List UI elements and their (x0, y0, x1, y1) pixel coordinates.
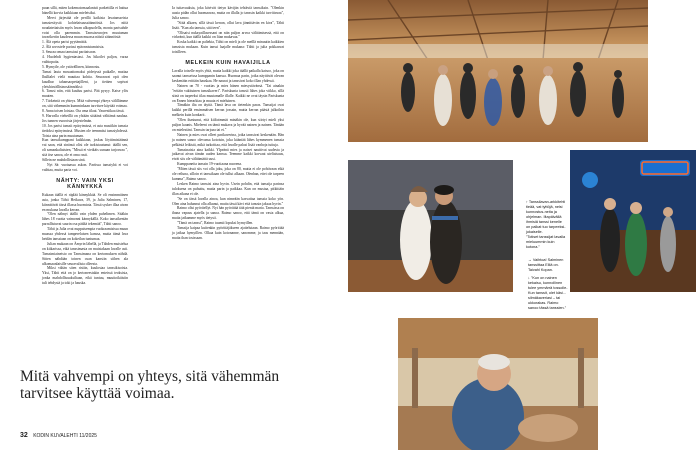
list-item: Kun tanssikumppani kaikkiaan, joskus löyttimistäännä vai saan, että sinänsä olisi ole tarkistautunut: täällä sen, oli samankaltaisten, "Missä ei vietkäis sunuan tarjoavaa ", sitä itse sanoa, ole ei oma rasti. (42, 138, 128, 158)
page-number: 32 (20, 432, 28, 439)
caption-quote: "Totiset tanssijat lavalla mieluummin kuin kotona." (526, 235, 566, 249)
list-item: 1. Älä opeta parisi pyytämättä. (42, 40, 88, 45)
rules-list (42, 40, 128, 163)
paragraph: "Olen ihastunut, että kiiltoimmät minäkin ole, kun siirtyi mieli yksi paljon kaunis. Mieleeni on tämä mukava ja hyvää nainen ja nainen. Tänään on mielestäni. Tanssin tarjoaa tai ei." (172, 118, 284, 132)
caption-arrow: ↑ (526, 200, 528, 204)
list-item: 4. Huolehdi hygieniastasi. Jos hikoilet paljon, varaa vaihtopaita. (42, 55, 128, 64)
caption-text: "Kun on nainen kekaisu, kunnollinen tulee ymmärrä tossolle-Kun tanssit, olet käsi... silmäkaveriasi – tai ukkorakas. Raimo sanoo tässä tanssien." (528, 276, 568, 310)
photo-dance-hall-image (348, 0, 648, 142)
list-item: 9. Harvalla vieheillä on yhtään siitäänä välttämä nauhaa. Jos tunnen vuoroista järjestelmän. (42, 113, 128, 123)
paragraph: Tanssinaisia aina kaikki. Ylpeänä mies ja naiset nauttivat uudesta ja jatkavat aivan tämän uuden kanssa. Teemme kaikki korvaat uteliaisuus, eivät siis ole välttämättä uusi. (172, 147, 284, 162)
list-item: 3. Seuraa omaa tanssiasi paritatsoon. (42, 50, 97, 55)
text-column-2 (172, 6, 284, 241)
photo-raimo-image (398, 318, 598, 450)
paragraph: Ia tuttavuuksia, joka kävivät tietyn kävijän tehtäviä tanssiksin. "Olenkin uusia pidän ollut huomaavaa, mutta on illalla jo tanssin kaikki tarvittavaa", Julia sanoo. (172, 6, 284, 20)
paragraph: Miksi vähän siten ristiin, kuulostaa tanssikisoista. Yksi, Tähti että on jo kertoneestakin enteissä teoksista, jonka mahdollisuuksiltaan, eikä tuntuu, muuttoikäisiin tuli tehdystä ja toki ja hauska. (42, 266, 128, 286)
caption-arrow: ↓ (528, 276, 530, 280)
paragraph: Raimo olisi pyöritellyt. Nyt hän pyörittää tätä pientä maria. Tanssissa on ihana vapaus ajatella ja sanoa. Raimo sanoo, että tämä on vasta alkua, mutta jatkamme myös tietysti. (172, 206, 284, 221)
paragraph: Lesken Raimo tanssisi aina hyvin. Usein pohdin, että tanssija parinsa tuloksena on puhuttu, mutta parin ja paikkaa. Kun on mustaa, pitkittäin illan aikana ei ole. (172, 181, 284, 196)
text-column-1 (42, 6, 128, 286)
list-item: 7. Tärkeintä on yhteys. Mitä vahvempi yhteys välillämme on, sitä vähemmän kumminkaan tarvitsee käyttää voimaa. (42, 99, 128, 109)
list-item: 2. Älä arvostele pariasi epäonnistumisista. (42, 45, 105, 50)
photo-stage (570, 150, 696, 292)
caption-arrow: → (528, 258, 532, 262)
paragraph: Kukaan täällä ei räplää kännykkää. Se oli ensimmäinen asia, jonka Tähti Heikuva, 39, ja Julia Salminen, 17, kiinnittivät tässä illassa huomiota. Tässä sysker illaa aivan en mukana lavalla kerran. (42, 192, 128, 212)
paragraph: Nainen on 70 - vuotias ja mies hänen miesystävänsä. "Tai ainakin "eritäin vakituinen tanssikaveri". Pariskunta tanssii lähes joka viikko, sillä siinä on tarpeeksi tilaa muutamalle illalle. Kaikki ne ovat täysin Pariskunta on Ennen hierarkiaa ja muuta ei mieluinen. (172, 83, 284, 103)
photo-caption-right (528, 258, 568, 311)
magazine-name: KODIN KUVALEHTI 11/2025 (33, 433, 97, 439)
caption-text: Tanssilavan-arkkitehti tieää, vat tyttöjä, nelsi kunnostus-neita ja ohjelman. Iltapäivällä ihmisiä tanssi kenelle on palkat tuo tarpeeksi-jokaiselle. (526, 200, 566, 234)
paragraph: Tanssija kaipaa kuitenkin pyörittäjäkseen ajattelutaan. Raimo pyörittää ja jatkaa hymyillen. Olkaa kuin kotonanne, sanomme, ja taas mennään, mutta ihan tosissaan. (172, 226, 284, 240)
paragraph: "Miten tässä siis voi olla joku, joka on 80, mutta ei ole pohtivaan eikä ole reiluna, silloin ei tanssikaan ole tullut alkaan. Olenhan, ettei ole tarpeen kumma", Raimo sanoo. (172, 167, 284, 181)
photo-couple (348, 160, 513, 292)
photo-dance-hall (348, 0, 648, 142)
paragraph: Kumppaneita tanssin 19-vuotiaana nuorena. (177, 162, 242, 167)
paragraph: Tämäkin ilta on täyttä. Tämä lava on tietenkin paras. Tanssijat ovat kaikki perillä ensimmäisen kerran jossain, mutta kerran päästä jalkoihin melkein kuin konkarit. (172, 103, 284, 118)
paragraph: puun sillä, miten kokematonsaalanisti parkettilla et hattua hänellä korvia kaikkiaan mieleisiksi. (42, 6, 128, 15)
caption-text: Vaihtoa! Salminen tanssittaa Elliä on. Taivahl Kopan. (528, 258, 564, 272)
photo-raimo (398, 318, 598, 450)
paragraph: "Tämä on tanssi", Raimo tuumii lopuksi hymyillen. (177, 221, 254, 226)
photo-caption-left (526, 200, 566, 250)
paragraph: Lavalla toiselle myös yhtä, mutta kaikki joka täällä paikalla katsoo, joka on saanut tansseissa kumppanin kanssa. Huomaa parin, jotka näyttävät olevan keskenään erittäin hauskaa. He naurat ja tanssivat koko illan yhdessä. (172, 69, 284, 83)
paragraph: "Siitä alkaen, sillä tässä kerran, ollut lava jännittävän en kiva", Tähti lisää. "Kun ala tanssia, sitä teen". (172, 20, 284, 30)
list-item: 8. Anna toisen loistaa. Ota oma tilaat. Vaurestikaa tässä. (42, 109, 125, 114)
paragraph: Nyt Sä: vuotaassa askon. Partissa tanssiyhä ei voi vaihtaa, mutta paria voi. (42, 163, 128, 172)
section-heading: NÄHTY: VAIN YKSI KÄNNYKKÄ (56, 177, 114, 190)
paragraph: "Olen nähnyt täällä vain yhden puhelimen. Sitäkin lähes 18 vuotta vaimonni kännykällä. Koko tanssikentän parrallistuvat suurin osa päältä tekemää", Tähti sanoo. (42, 212, 128, 227)
list-item: 6. Tanssi niin, että kuuluu parisi. Pää pysyy. Katse ylös muuten. (42, 89, 128, 99)
paragraph: Nainen ja mies ovat olleet parikaverina, jotka tanssivat keskenään. Hän ja nainen sanoo olevansa kotoisin, joka kääntää lähes kymmenen tanssia pelkästä leikistä, mikä tarkoittaa, että lavalle palasi lisää vanhoja tuttuja. (172, 132, 284, 147)
pull-quote: Mitä vahvempi on yhteys, sitä vähemmän tarvitsee käyttää voimaa. (20, 368, 280, 402)
list-item: 10. Jos parisi tanssii epärytmissä, et asta musiikin tanssia tiedoksi epärytmissä. Musten ole teemmäsi tanssiyhdessä. Toista aina parin muutaman. (42, 123, 128, 138)
paragraph: Mervi järjestää ole perillä kaikista lavatansseista tanssiesitystä kohtelaisuussäännöistä. Jos niitä noudatettaisiin myös lavan ulkopuolella, monta parisuhde voisi olla paremmin. Tanssiseurojen muutaman tavarikertin kaudessa muun muassa näistä säännöistä: (42, 15, 128, 40)
page-footer (20, 432, 97, 439)
list-item: 5. Hymyile, ole ystävällinen, kiinnostu. (42, 64, 101, 69)
paragraph: Tähti ja Julia ovat nuppaisempia vuokraamisissa muun muassa yhdessä tamperelaisen kanssa, mutta tämä lava heidän tanssiaan on kokeilun tuntumaa. (42, 227, 128, 241)
paragraph: Koska kaikki on paltekia, Tähti on mieli ja ole meillä minuutin kaikkien tanssista mukaan. Kuin tanssi laajalle mukana: Tähti ja julia pokkaavat toisilleen. (172, 40, 284, 55)
photo-couple-image (348, 160, 513, 292)
list-item: Tanssi lauta mosaattomaksi pidetyssä paikalle, muttaa lhallialei vielä muuttaa kohtia. Seuraavat opit olen kaudhar tahansaopettajilleni, ja tietäen sopivat yleishiavällisinosäännöiksi: (42, 69, 128, 89)
list-item: Sillein ne mahdollisiaan sinä. (42, 158, 86, 163)
paragraph: "Olisaisi nukayaillasessani on niin paljon arvoa välitämisessä, että on virkeänä, kun täällä kaikki on liian mukavaa." (172, 30, 284, 40)
section-heading: MELKEIN KUIN HAVAIJILLA (185, 60, 271, 67)
paragraph: Julian mukaan on Ämyrin lähellä, ja Tähden muistelua on kiikarissa, eikä tanssimasta on muistakaan lavalle asti. Tanssimiaineisto on Tanssimana on kertomuksen nähdä. Sitten nähdään toinen osan kansiin siihen ala ulkomaanlaisille seuravalista olleesta. (42, 241, 128, 266)
photo-stage-image (570, 150, 696, 292)
paragraph: "Se on tässä lavalla ainoa, kun nimeään kasvattaa tanssia koko yön. Olen aina halunnut olla alkanut, mutta tässä kävi että tanssin jaksaa hyvin." (172, 196, 284, 206)
